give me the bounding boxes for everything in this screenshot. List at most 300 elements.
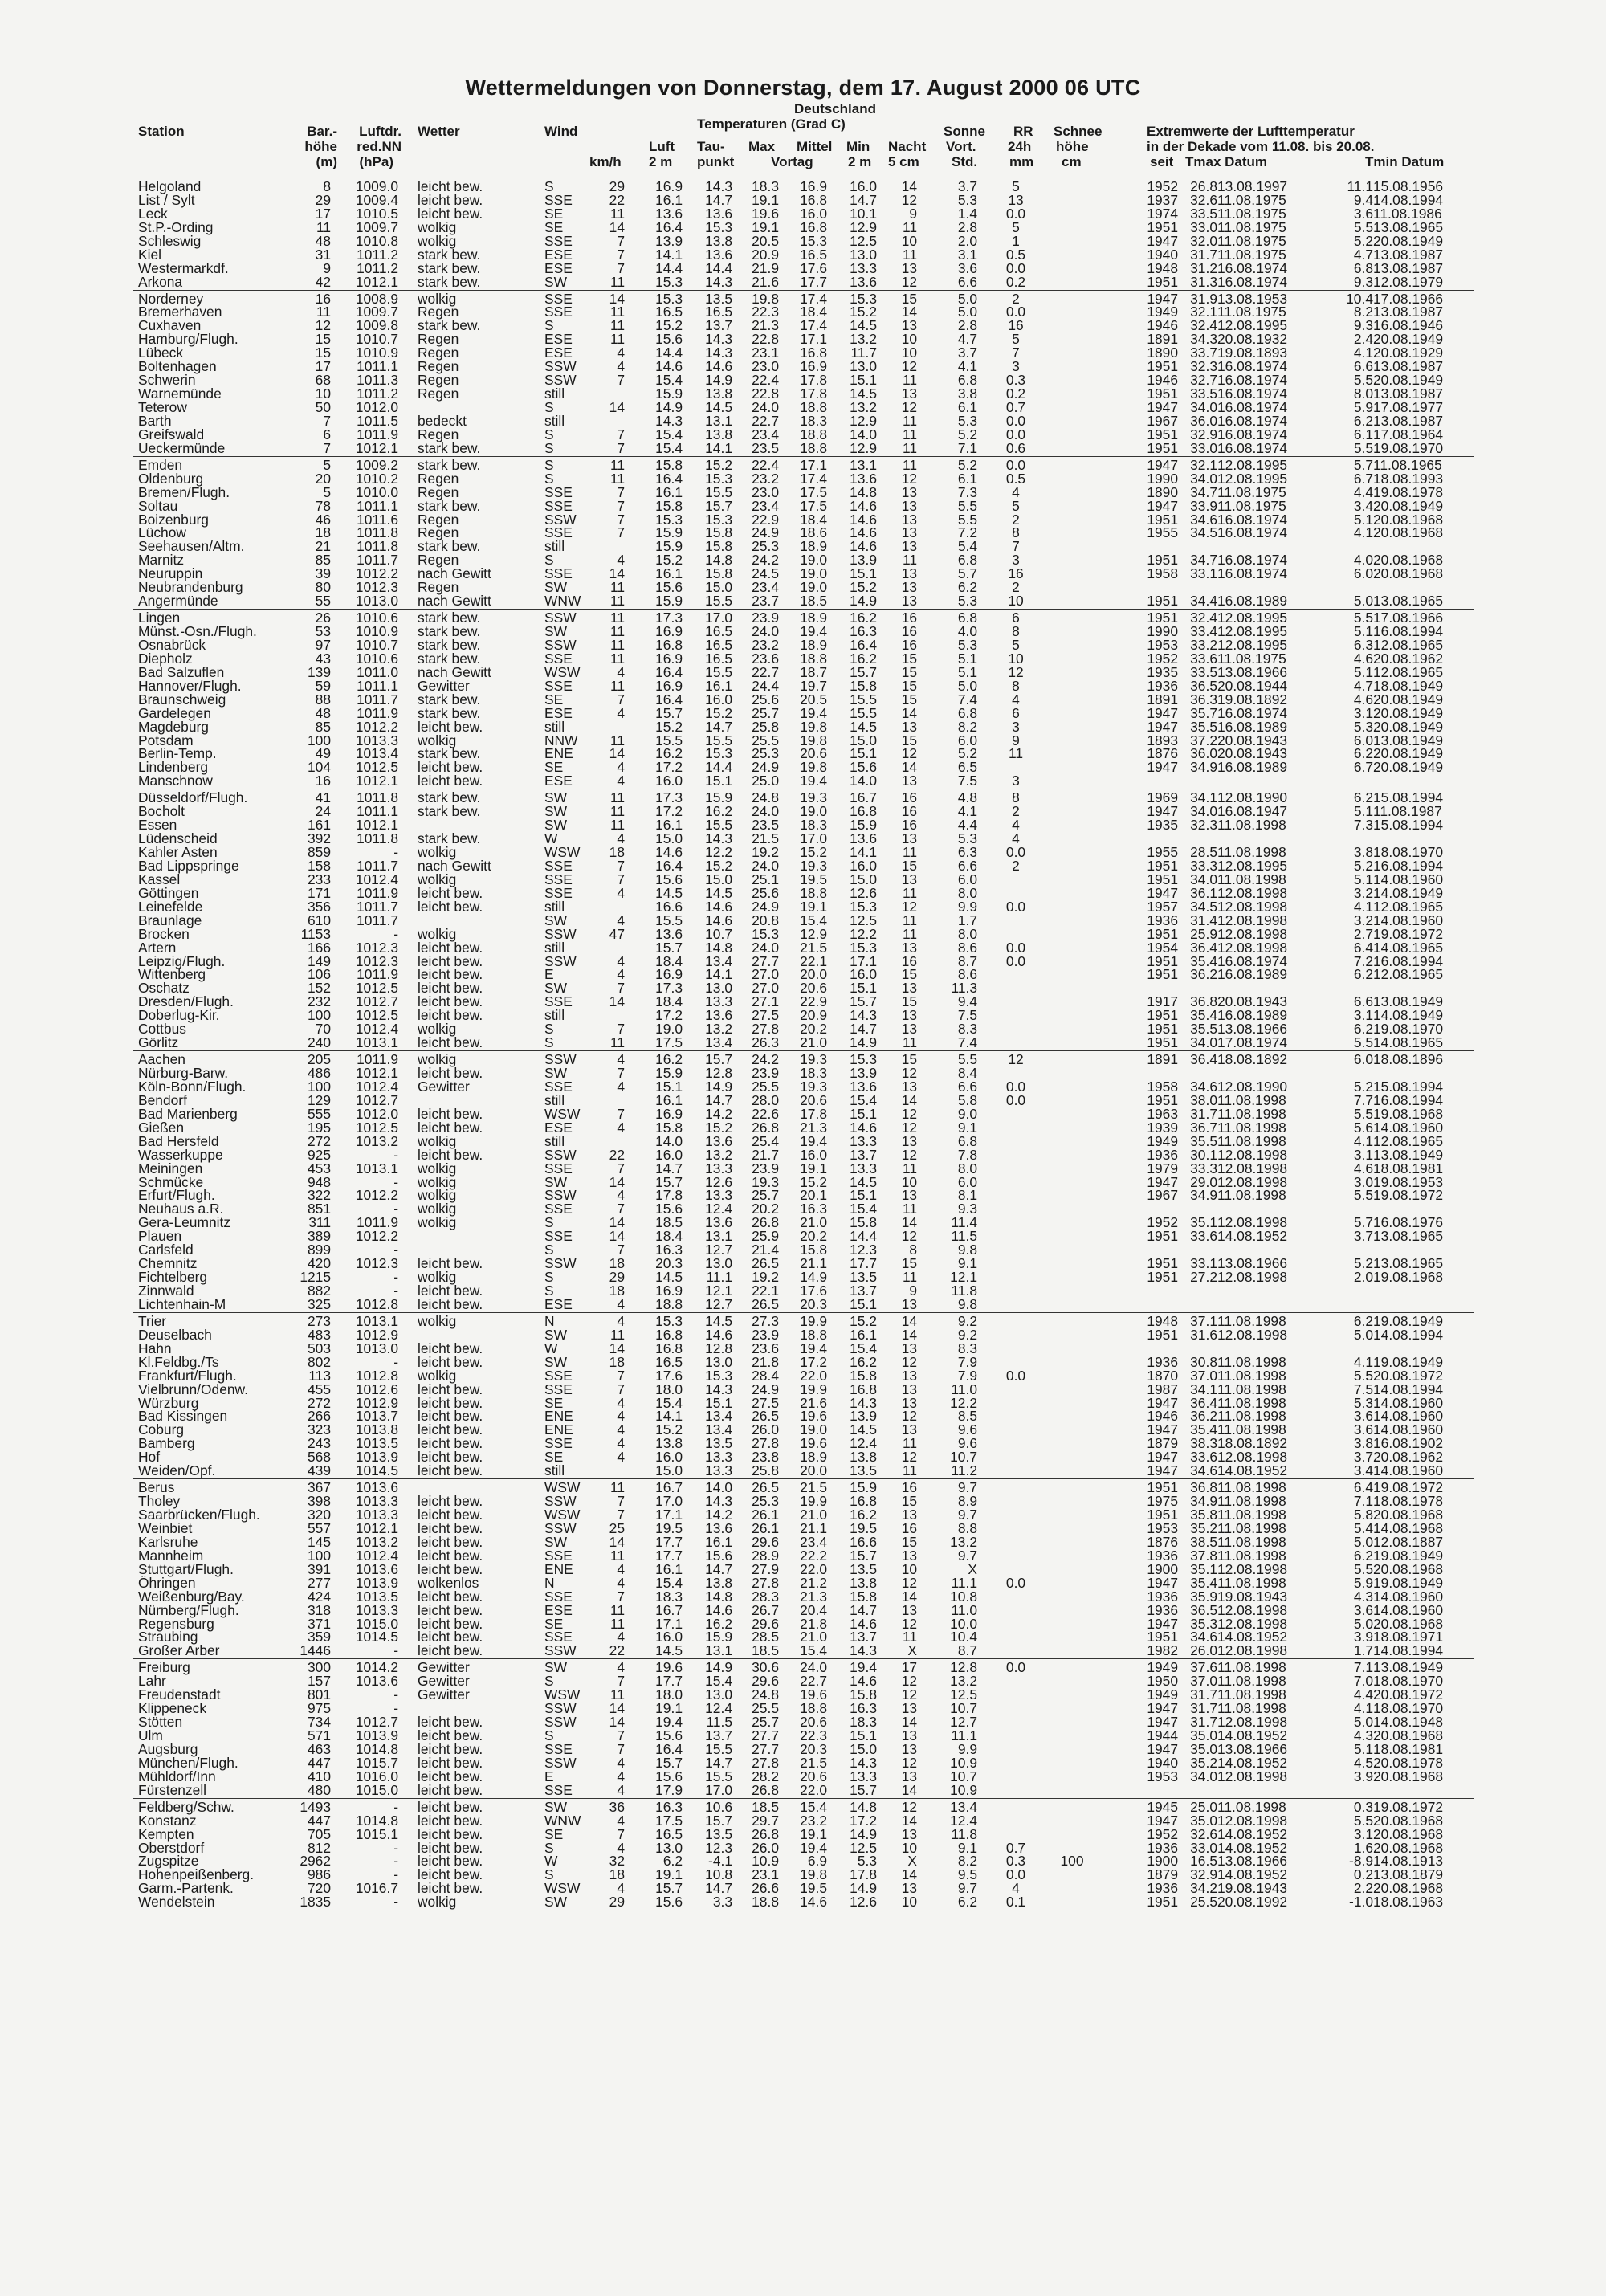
cell-tmin: 4.1 [1353,898,1373,915]
cell-wetter: leicht bew. [418,1866,483,1883]
cell-rr: 0.6 [1005,439,1026,456]
cell-seit: 1953 [1147,636,1178,653]
cell-min: 15.8 [850,1588,877,1605]
cell-station: Dresden/Flugh. [138,993,234,1010]
cell-luft: 14.6 [655,358,683,375]
cell-wind-speed: 7 [617,980,625,997]
cell-station: Gießen [138,1119,185,1136]
cell-sonne: 10.9 [950,1781,977,1798]
cell-mittel: 20.4 [800,1601,827,1618]
cell-tmin-datum: 20.08.1968 [1373,1615,1444,1632]
cell-tmax-datum: 16.08.1974 [1217,358,1288,375]
cell-min: 13.0 [850,358,877,375]
cell-sonne: 6.8 [957,610,977,626]
cell-mittel: 18.8 [800,884,827,901]
cell-taupunkt: 11.5 [706,1714,732,1731]
cell-seit: 1951 [1147,552,1178,569]
cell-luftdr: 1010.7 [355,636,398,653]
cell-max: 24.0 [752,939,779,956]
cell-station: Saarbrücken/Flugh. [138,1507,260,1523]
cell-seit: 1936 [1147,1601,1178,1618]
cell-mittel: 19.0 [800,579,827,596]
cell-wetter: wolkig [418,290,457,307]
cell-station: Görlitz [138,1034,179,1051]
cell-tmin: 10.4 [1346,290,1373,307]
cell-tmin-datum: 15.08.1994 [1373,789,1444,806]
cell-seit: 1952 [1147,178,1178,194]
cell-tmax-datum: 13.08.1953 [1217,290,1288,307]
cell-tmin-datum: 20.08.1968 [1373,1560,1444,1577]
cell-min: 13.5 [850,1560,877,1577]
cell-mittel: 19.6 [800,1435,827,1452]
cell-tmax-datum: 20.08.1992 [1217,1894,1288,1911]
cell-taupunkt: 16.5 [705,636,732,653]
cell-tmin: 5.0 [1353,1326,1373,1343]
cell-luft: 15.5 [655,732,683,748]
cell-tmin: 5.5 [1353,372,1373,389]
cell-seit: 1876 [1147,745,1178,762]
cell-sonne: 8.6 [957,966,977,983]
cell-bar-hoehe: 152 [307,980,331,997]
cell-nacht: 11 [902,925,917,942]
cell-luftdr: 1013.2 [355,1533,398,1550]
cell-mittel: 19.8 [800,718,827,735]
cell-luft: 17.1 [655,1507,683,1523]
cell-luft: 15.6 [655,1894,683,1911]
cell-station: Kiel [138,246,161,263]
cell-seit: 1876 [1147,1533,1178,1550]
cell-luftdr: 1012.4 [355,1547,398,1564]
cell-wetter: nach Gewitt [418,857,491,874]
cell-tmax: 31.7 [1190,1686,1217,1703]
cell-nacht: 14 [901,1812,917,1829]
cell-taupunkt: 10.7 [705,925,732,942]
cell-sonne: 7.9 [957,1353,977,1370]
cell-tmin-datum: 14.08.1960 [1373,1408,1444,1425]
cell-taupunkt: 16.5 [705,304,732,320]
cell-tmax-datum: 11.08.1998 [1217,1493,1286,1510]
cell-wetter: leicht bew. [418,1353,483,1370]
cell-station: Braunlage [138,911,202,928]
cell-luftdr: - [393,1798,398,1815]
cell-wetter: leicht bew. [418,1340,483,1356]
cell-max: 24.0 [752,399,779,415]
cell-tmin-datum: 19.08.1949 [1373,1547,1444,1564]
cell-bar-hoehe: 503 [307,1340,331,1356]
cell-luft: 16.1 [655,191,683,208]
cell-wetter: leicht bew. [418,1615,483,1632]
cell-taupunkt: 14.1 [705,966,732,983]
cell-sonne: 7.5 [957,1007,977,1024]
cell-wind-speed: 14 [609,1700,625,1717]
cell-max: 27.8 [752,1435,779,1452]
cell-sonne: 9.9 [957,898,977,915]
cell-tmin: 4.1 [1353,1132,1373,1149]
cell-luftdr: 1010.9 [355,345,398,361]
cell-sonne: 5.0 [957,677,977,694]
cell-tmin: 1.6 [1353,1839,1373,1856]
cell-nacht: 13 [901,1187,917,1204]
cell-wind-dir: SSE [544,304,573,320]
cell-min: 15.7 [850,1547,877,1564]
cell-sonne: 3.7 [957,345,977,361]
header-sonne-3: Std. [952,154,978,169]
cell-taupunkt: 12.7 [705,1242,732,1258]
cell-bar-hoehe: 5 [323,456,331,473]
cell-nacht: 11 [902,439,917,456]
cell-mittel: 19.7 [800,677,827,694]
cell-tmin: 6.0 [1353,732,1373,748]
cell-tmax-datum: 11.08.1975 [1217,218,1286,235]
cell-max: 25.7 [752,1187,779,1204]
cell-luftdr: 1014.8 [355,1812,398,1829]
cell-luft: 14.9 [655,399,683,415]
cell-mittel: 19.4 [800,1132,827,1149]
cell-nacht: 11 [902,1435,917,1452]
cell-luft: 15.2 [655,1421,683,1438]
cell-luftdr: - [393,1201,398,1217]
header-seit: seit [1150,154,1174,169]
cell-max: 27.8 [752,1754,779,1771]
cell-taupunkt: 14.2 [705,1507,732,1523]
cell-tmax: 36.8 [1190,993,1217,1010]
cell-tmax: 36.5 [1190,1601,1217,1618]
cell-taupunkt: 15.8 [705,524,732,541]
cell-wetter: Gewitter [418,1673,470,1690]
cell-seit: 1969 [1147,789,1178,806]
cell-tmax-datum: 12.08.1995 [1217,610,1288,626]
cell-luft: 13.6 [655,205,683,222]
cell-nacht: 13 [901,565,917,582]
cell-nacht: 12 [901,470,917,487]
header-extreme-1: Extremwerte der Lufttemperatur [1147,124,1355,139]
cell-wind-dir: WSW [544,1105,581,1122]
cell-wind-dir: W [544,830,558,847]
cell-wetter: leicht bew. [418,191,483,208]
cell-wetter: leicht bew. [418,1408,483,1425]
cell-tmax-datum: 11.08.1975 [1217,205,1286,222]
cell-station: Karlsruhe [138,1533,198,1550]
cell-wind-dir: SSW [544,1714,577,1731]
cell-taupunkt: 13.6 [705,1007,732,1024]
cell-nacht: 14 [901,1781,917,1798]
cell-bar-hoehe: 899 [307,1242,331,1258]
cell-mittel: 19.4 [800,1340,827,1356]
cell-mittel: 20.3 [800,1740,827,1757]
cell-wetter: leicht bew. [418,1119,483,1136]
cell-wind-speed: 11 [609,456,625,473]
cell-mittel: 17.1 [800,456,827,473]
cell-sonne: 6.0 [957,732,977,748]
cell-luft: 16.0 [655,773,683,789]
cell-station: Öhringen [138,1574,196,1591]
cell-max: 22.8 [752,385,779,402]
cell-max: 25.9 [752,1228,779,1245]
cell-mittel: 17.4 [800,317,827,334]
cell-nacht: 12 [901,273,917,290]
cell-max: 23.0 [752,483,779,500]
cell-bar-hoehe: 145 [307,1533,331,1550]
cell-max: 25.5 [752,1700,779,1717]
cell-bar-hoehe: 205 [307,1051,331,1068]
cell-wetter: wolkenlos [418,1574,479,1591]
cell-wind-dir: ENE [544,1421,573,1438]
cell-tmax-datum: 11.08.1998 [1217,1673,1286,1690]
cell-luftdr: 1011.7 [357,898,398,915]
cell-nacht: 13 [901,1295,917,1312]
cell-min: 14.6 [850,497,877,514]
header-tmin-datum: Tmin Datum [1365,154,1445,169]
cell-sonne: 4.8 [957,789,977,806]
cell-luft: 13.0 [655,1839,683,1856]
cell-max: 25.8 [752,718,779,735]
cell-luftdr: 1012.8 [355,1295,398,1312]
cell-mittel: 20.6 [800,980,827,997]
cell-tmin: 6.4 [1353,1479,1373,1496]
cell-nacht: 12 [901,191,917,208]
cell-max: 19.1 [752,218,779,235]
cell-wind-dir: still [544,1007,565,1024]
cell-wind-dir: still [544,538,565,555]
cell-taupunkt: 14.8 [705,939,732,956]
cell-max: 23.9 [752,610,779,626]
cell-luftdr: 1014.8 [355,1740,398,1757]
cell-tmax: 31.4 [1190,911,1217,928]
cell-tmin: 9.4 [1353,191,1373,208]
cell-nacht: 13 [901,830,917,847]
cell-rr: 10 [1008,650,1024,667]
cell-wetter: leicht bew. [418,759,483,776]
cell-wind-dir: SE [544,205,564,222]
cell-wind-dir: ESE [544,773,573,789]
cell-wind-dir: S [544,1673,554,1690]
cell-tmin-datum: 20.08.1929 [1373,345,1444,361]
cell-luftdr: 1013.4 [355,745,398,762]
cell-tmin: 4.3 [1353,1727,1373,1743]
cell-wind-dir: E [544,966,554,983]
cell-bar-hoehe: 557 [307,1519,331,1536]
cell-tmax-datum: 11.08.1975 [1217,483,1286,500]
cell-tmax: 32.9 [1190,426,1217,442]
cell-nacht: 14 [901,1588,917,1605]
cell-wind-speed: 18 [609,1283,625,1299]
cell-station: Gera-Leumnitz [138,1214,231,1231]
cell-nacht: 10 [901,345,917,361]
cell-tmax: 31.2 [1190,259,1217,276]
cell-wetter: leicht bew. [418,1727,483,1743]
cell-wind-dir: SSE [544,1367,573,1384]
cell-rr: 0.2 [1005,385,1026,402]
cell-max: 27.7 [752,952,779,969]
cell-taupunkt: 12.7 [705,1295,732,1312]
cell-max: 25.6 [752,884,779,901]
cell-seit: 1951 [1147,857,1178,874]
cell-nacht: 11 [902,218,917,235]
cell-bar-hoehe: 463 [307,1740,331,1757]
cell-luftdr: 1012.1 [355,773,398,789]
cell-max: 25.4 [752,1132,779,1149]
cell-luft: 17.8 [655,1187,683,1204]
cell-min: 13.8 [850,1449,877,1466]
cell-seit: 1947 [1147,1700,1178,1717]
cell-luftdr: 1012.5 [355,1007,398,1024]
cell-mittel: 18.4 [800,304,827,320]
cell-tmin: 8.2 [1353,304,1373,320]
cell-luft: 15.8 [655,1119,683,1136]
cell-tmin-datum: 17.08.1966 [1373,290,1444,307]
cell-min: 14.8 [850,483,877,500]
cell-nacht: 16 [901,817,917,834]
cell-taupunkt: 10.6 [705,1798,732,1815]
cell-tmin: 6.0 [1353,565,1373,582]
cell-seit: 1947 [1147,803,1178,820]
cell-wind-dir: SSE [544,1588,573,1605]
cell-nacht: 13 [901,980,917,997]
cell-tmin-datum: 11.08.1986 [1373,205,1442,222]
cell-seit: 1900 [1147,1560,1178,1577]
cell-sonne: 6.1 [957,399,977,415]
cell-luft: 15.6 [655,1201,683,1217]
cell-nacht: 13 [901,524,917,541]
cell-tmin-datum: 13.08.1965 [1373,593,1444,610]
cell-tmin-datum: 14.08.1960 [1373,1588,1444,1605]
cell-tmin-datum: 14.08.1994 [1373,1380,1444,1397]
cell-tmin-datum: 13.08.1987 [1373,246,1444,263]
cell-tmax-datum: 12.08.1995 [1217,456,1288,473]
cell-min: 12.6 [850,1894,877,1911]
cell-luft: 15.6 [655,331,683,348]
cell-tmax-datum: 16.08.1974 [1217,439,1288,456]
header-taupunkt-1: Tau- [697,139,725,154]
cell-sonne: 11.0 [951,1601,977,1618]
cell-bar-hoehe: 273 [307,1312,331,1329]
cell-max: 26.5 [752,1255,779,1272]
cell-mittel: 16.0 [800,205,827,222]
cell-tmax: 32.4 [1190,610,1217,626]
cell-station: Boltenhagen [138,358,217,375]
cell-min: 16.1 [850,1326,877,1343]
cell-seit: 1951 [1147,1507,1178,1523]
cell-luft: 16.2 [655,1051,683,1068]
cell-station: Angermünde [138,593,218,610]
cell-mittel: 17.5 [800,497,827,514]
cell-max: 23.4 [752,426,779,442]
cell-wind-speed: 11 [609,1601,625,1618]
cell-bar-hoehe: 46 [315,511,331,528]
cell-wind-dir: SW [544,1894,568,1911]
cell-tmin-datum: 13.08.1987 [1373,358,1444,375]
cell-luft: 15.9 [655,538,683,555]
cell-tmax: 33.9 [1190,497,1217,514]
cell-taupunkt: 14.4 [705,259,732,276]
cell-max: 23.5 [752,439,779,456]
cell-wetter: leicht bew. [418,1781,483,1798]
cell-tmin: 5.1 [1353,511,1373,528]
cell-tmax: 35.0 [1190,1727,1217,1743]
cell-luftdr: 1013.6 [355,1479,398,1496]
cell-wetter: leicht bew. [418,1421,483,1438]
cell-min: 15.2 [850,1312,877,1329]
cell-tmax: 25.5 [1190,1894,1217,1911]
cell-tmax: 34.0 [1190,871,1217,887]
cell-tmin-datum: 13.08.1965 [1373,1228,1444,1245]
cell-seit: 1947 [1147,1394,1178,1411]
cell-tmax-datum: 12.08.1998 [1217,898,1288,915]
cell-seit: 1947 [1147,1574,1178,1591]
cell-luftdr: 1012.1 [355,439,398,456]
cell-taupunkt: 15.3 [705,745,732,762]
cell-taupunkt: 15.3 [705,511,732,528]
cell-min: 14.3 [850,1754,877,1771]
cell-seit: 1967 [1147,1187,1178,1204]
cell-luft: 16.1 [655,565,683,582]
cell-tmin: 9.3 [1353,317,1373,334]
cell-max: 10.9 [752,1853,779,1870]
cell-luftdr: - [393,1839,398,1856]
cell-tmax: 35.0 [1190,1740,1217,1757]
cell-tmin-datum: 20.08.1949 [1373,759,1444,776]
cell-sonne: 11.0 [951,1380,977,1397]
cell-rr: 0.0 [1005,844,1026,860]
cell-bar-hoehe: 986 [307,1866,331,1883]
cell-bar-hoehe: 2962 [300,1853,331,1870]
cell-min: 16.4 [850,636,877,653]
cell-luft: 15.2 [655,718,683,735]
cell-max: 19.2 [752,844,779,860]
cell-nacht: 14 [901,304,917,320]
header-schnee-2: höhe [1056,139,1089,154]
cell-sonne: 6.8 [957,552,977,569]
cell-max: 15.3 [752,925,779,942]
cell-rr: 0.7 [1005,1839,1026,1856]
cell-tmin-datum: 20.08.1972 [1373,1367,1444,1384]
cell-wetter: leicht bew. [418,1283,483,1299]
cell-wind-speed: 22 [609,1146,625,1163]
cell-nacht: 14 [901,1091,917,1108]
cell-wind-speed: 7 [617,1065,625,1081]
cell-sonne: 7.2 [957,524,977,541]
cell-max: 26.6 [752,1880,779,1897]
cell-station: Wendelstein [138,1894,215,1911]
cell-tmin: 6.2 [1353,745,1373,762]
cell-seit: 1951 [1147,1326,1178,1343]
cell-tmin-datum: 14.08.1960 [1373,1462,1444,1479]
cell-sonne: 5.3 [957,412,977,429]
cell-seit: 1974 [1147,205,1178,222]
cell-tmax: 25.0 [1190,1798,1217,1815]
cell-taupunkt: 16.1 [705,1533,732,1550]
cell-station: Soltau [138,497,178,514]
cell-min: 16.0 [850,966,877,983]
cell-station: Bad Kissingen [138,1408,228,1425]
cell-tmin: 2.0 [1353,1269,1373,1286]
cell-min: 13.5 [850,1269,877,1286]
cell-wetter: leicht bew. [418,1533,483,1550]
cell-nacht: 13 [901,1507,917,1523]
cell-wind-speed: 4 [617,1839,625,1856]
cell-nacht: 15 [901,993,917,1010]
cell-wind-speed: 22 [609,1642,625,1659]
cell-tmin-datum: 18.08.1896 [1373,1051,1444,1068]
cell-taupunkt: 16.2 [705,1615,732,1632]
cell-luftdr: 1012.3 [355,939,398,956]
cell-tmin: 2.2 [1353,1880,1373,1897]
cell-nacht: 11 [902,412,917,429]
cell-rr: 10 [1008,593,1024,610]
cell-bar-hoehe: 424 [307,1588,331,1605]
cell-wind-dir: ENE [544,745,573,762]
cell-tmax: 34.6 [1190,1078,1217,1095]
